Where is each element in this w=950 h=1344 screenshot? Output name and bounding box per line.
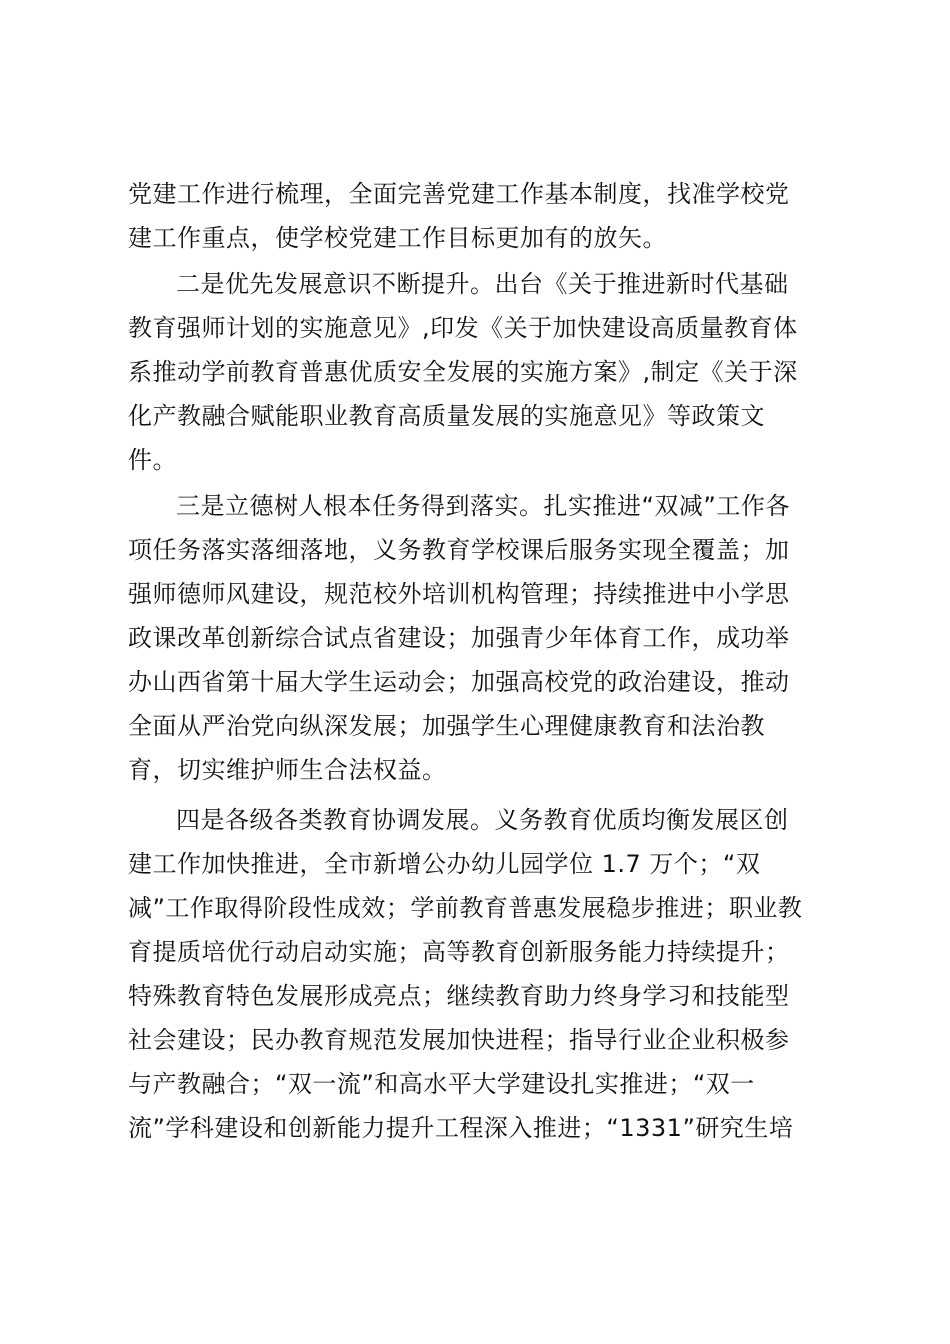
text-line: 流”学科建设和创新能力提升工程深入推进；“1331”研究生培 — [128, 1114, 794, 1142]
text-line: 育，切实维护师生合法权益。 — [128, 756, 447, 784]
text-line: 教育强师计划的实施意见》,印发《关于加快建设高质量教育体 — [128, 314, 798, 342]
text-line: 强师德师风建设，规范校外培训机构管理；持续推进中小学思 — [128, 580, 790, 608]
text-line: 全面从严治党向纵深发展；加强学生心理健康教育和法治教 — [128, 712, 765, 740]
text-line: 特殊教育特色发展形成亮点；继续教育助力终身学习和技能型 — [128, 982, 790, 1010]
paragraph-start-line: 四是各级各类教育协调发展。义务教育优质均衡发展区创 — [176, 806, 789, 834]
text-line: 件。 — [128, 446, 177, 474]
text-line: 建工作重点，使学校党建工作目标更加有的放矢。 — [128, 224, 667, 252]
text-line: 与产教融合；“双一流”和高水平大学建设扎实推进；“双一 — [128, 1070, 755, 1098]
text-line: 系推动学前教育普惠优质安全发展的实施方案》,制定《关于深 — [128, 358, 798, 386]
text-line: 项任务落实落细落地，义务教育学校课后服务实现全覆盖；加 — [128, 536, 790, 564]
text-line: 减”工作取得阶段性成效；学前教育普惠发展稳步推进；职业教 — [128, 894, 803, 922]
text-line: 建工作加快推进，全市新增公办幼儿园学位 1.7 万个；“双 — [128, 850, 761, 878]
paragraph-start-line: 二是优先发展意识不断提升。出台《关于推进新时代基础 — [176, 270, 789, 298]
text-line: 办山西省第十届大学生运动会；加强高校党的政治建设，推动 — [128, 668, 790, 696]
paragraph-start-line: 三是立德树人根本任务得到落实。扎实推进“双减”工作各 — [176, 492, 790, 520]
text-line: 化产教融合赋能职业教育高质量发展的实施意见》等政策文 — [128, 402, 765, 430]
text-line: 政课改革创新综合试点省建设；加强青少年体育工作，成功举 — [128, 624, 790, 652]
text-line: 党建工作进行梳理，全面完善党建工作基本制度，找准学校党 — [128, 180, 790, 208]
text-line: 育提质培优行动启动实施；高等教育创新服务能力持续提升； — [128, 938, 790, 966]
text-line: 社会建设；民办教育规范发展加快进程；指导行业企业积极参 — [128, 1026, 790, 1054]
